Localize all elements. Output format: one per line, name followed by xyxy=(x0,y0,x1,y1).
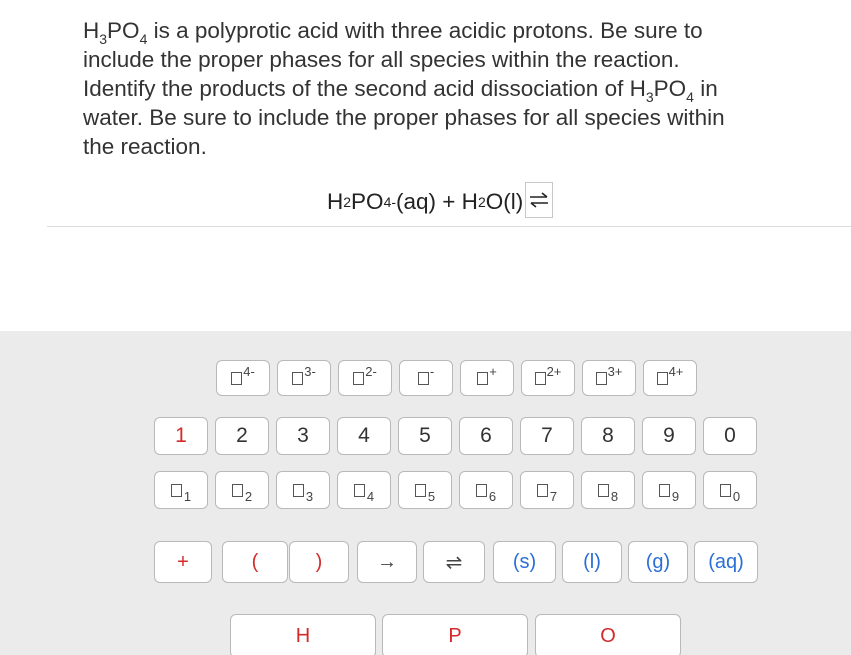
subscript-4-button[interactable] xyxy=(337,471,391,509)
placeholder-box-icon xyxy=(418,372,429,385)
number-8-button[interactable]: 8 xyxy=(581,417,635,455)
charge-3minus-button[interactable] xyxy=(277,360,331,396)
phase-solid-button[interactable]: (s) xyxy=(493,541,556,583)
subscript-7-button[interactable] xyxy=(520,471,574,509)
divider xyxy=(47,226,851,227)
plus-button[interactable]: + xyxy=(154,541,212,583)
number-3-button[interactable]: 3 xyxy=(276,417,330,455)
charge-label: 4- xyxy=(243,363,255,379)
charge-3plus-button[interactable] xyxy=(582,360,636,396)
phase-liquid-button[interactable]: (l) xyxy=(562,541,622,583)
number-5-button[interactable]: 5 xyxy=(398,417,452,455)
subscript-label: 1 xyxy=(183,488,192,504)
charge-label: + xyxy=(489,363,497,379)
placeholder-box-icon xyxy=(171,484,182,497)
charge-label: 3- xyxy=(304,363,316,379)
subscript-label: 3 xyxy=(305,488,314,504)
charge-minus-button[interactable] xyxy=(399,360,453,396)
element-h-button[interactable]: H xyxy=(230,614,376,655)
question-line-5: the reaction. xyxy=(83,134,207,159)
question-line-1: $H_3PO_4$ is a polyprotic acid with three acidic protons. Be sure to xyxy=(83,18,703,47)
number-4-button[interactable]: 4 xyxy=(337,417,391,455)
equilibrium-arrow-icon xyxy=(529,192,549,208)
placeholder-box-icon xyxy=(659,484,670,497)
charge-label: 2+ xyxy=(546,363,562,379)
element-o-button[interactable]: O xyxy=(535,614,681,655)
placeholder-box-icon xyxy=(596,372,607,385)
subscript-label: 5 xyxy=(427,488,436,504)
question-line-3: Identify the products of the second acid dissociation of $H_3PO_4$ in xyxy=(83,76,718,105)
charge-label: 4+ xyxy=(668,363,684,379)
placeholder-box-icon xyxy=(353,372,364,385)
number-1-button[interactable]: 1 xyxy=(154,417,208,455)
eq-aq: (aq) + H xyxy=(396,189,478,214)
product-input-field[interactable] xyxy=(525,182,553,218)
phase-gas-button[interactable]: (g) xyxy=(628,541,688,583)
placeholder-box-icon xyxy=(415,484,426,497)
open-paren-button[interactable]: ( xyxy=(222,541,288,583)
subscript-label: 2 xyxy=(244,488,253,504)
charge-label: 3+ xyxy=(607,363,623,379)
placeholder-box-icon xyxy=(354,484,365,497)
charge-label: - xyxy=(429,363,435,379)
eq-water: O(l) xyxy=(485,189,524,214)
subscript-3-button[interactable] xyxy=(276,471,330,509)
number-6-button[interactable]: 6 xyxy=(459,417,513,455)
charge-2minus-button[interactable] xyxy=(338,360,392,396)
equilibrium-arrow-button[interactable]: ⇌ xyxy=(423,541,485,583)
subscript-9-button[interactable] xyxy=(642,471,696,509)
subscript-label: 9 xyxy=(671,488,680,504)
question-line-2: include the proper phases for all species within the reaction. xyxy=(83,47,680,72)
placeholder-box-icon xyxy=(476,484,487,497)
charge-label: 2- xyxy=(365,363,377,379)
placeholder-box-icon xyxy=(477,372,488,385)
number-0-button[interactable]: 0 xyxy=(703,417,757,455)
subscript-6-button[interactable] xyxy=(459,471,513,509)
reaction-equation: H 2 PO 4 - (aq) + H 2 O(l) xyxy=(327,184,553,220)
number-7-button[interactable]: 7 xyxy=(520,417,574,455)
element-p-button[interactable]: P xyxy=(382,614,528,655)
arrow-button[interactable]: → xyxy=(357,541,417,583)
charge-plus-button[interactable] xyxy=(460,360,514,396)
subscript-label: 6 xyxy=(488,488,497,504)
subscript-label: 4 xyxy=(366,488,375,504)
close-paren-button[interactable]: ) xyxy=(289,541,349,583)
subscript-label: 0 xyxy=(732,488,741,504)
chemistry-keypad xyxy=(0,331,851,655)
subscript-5-button[interactable] xyxy=(398,471,452,509)
eq-po: PO xyxy=(351,189,384,214)
placeholder-box-icon xyxy=(232,484,243,497)
placeholder-box-icon xyxy=(292,372,303,385)
placeholder-box-icon xyxy=(293,484,304,497)
subscript-8-button[interactable] xyxy=(581,471,635,509)
eq-h: H xyxy=(327,189,344,214)
subscript-0-button[interactable] xyxy=(703,471,757,509)
charge-2plus-button[interactable] xyxy=(521,360,575,396)
number-9-button[interactable]: 9 xyxy=(642,417,696,455)
placeholder-box-icon xyxy=(657,372,668,385)
placeholder-box-icon xyxy=(720,484,731,497)
subscript-label: 7 xyxy=(549,488,558,504)
placeholder-box-icon xyxy=(231,372,242,385)
question-text xyxy=(83,16,823,161)
number-2-button[interactable]: 2 xyxy=(215,417,269,455)
phase-aqueous-button[interactable]: (aq) xyxy=(694,541,758,583)
subscript-1-button[interactable] xyxy=(154,471,208,509)
placeholder-box-icon xyxy=(535,372,546,385)
placeholder-box-icon xyxy=(598,484,609,497)
charge-4minus-button[interactable] xyxy=(216,360,270,396)
subscript-2-button[interactable] xyxy=(215,471,269,509)
question-line-4: water. Be sure to include the proper phases for all species within xyxy=(83,105,725,130)
placeholder-box-icon xyxy=(537,484,548,497)
subscript-label: 8 xyxy=(610,488,619,504)
charge-4plus-button[interactable] xyxy=(643,360,697,396)
